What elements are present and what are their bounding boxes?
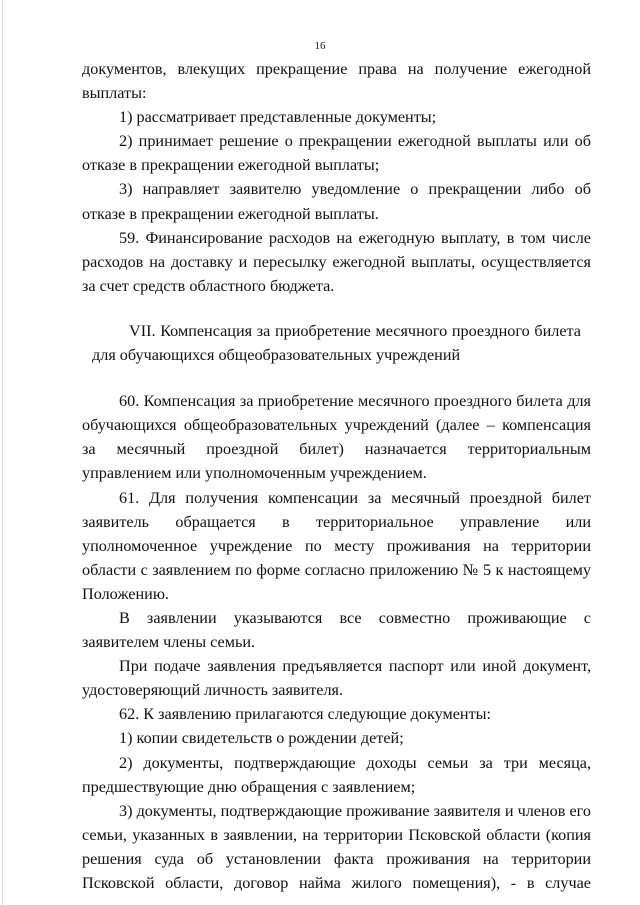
section-heading: VII. Компенсация за приобретение месячного проездного билета для обучающихся общеобразовательных учреждений [92, 321, 581, 365]
paragraph-59: 59. Финансирование расходов на ежегодную выплату, в том числе расходов на доставку и пересылку ежегодной выплаты, осуществляется за счет средств областного бюджета. [82, 228, 591, 295]
paragraph-60: 60. Компенсация за приобретение месячного проездного билета для обучающихся общеобразовательных учреждений (далее – компенсация за месячный проездной билет) назначается территориальным управлением или уполномоченным учреждением. [82, 392, 591, 483]
scan-edge [2, 0, 3, 905]
paragraph-passport: При подаче заявления предъявляется паспорт или иной документ, удостоверяющий личность заявителя. [82, 657, 591, 700]
page-number: 16 [314, 40, 326, 52]
list-item-birth-certificates: 1) копии свидетельств о рождении детей; [119, 729, 404, 748]
paragraph-continuation: документов, влекущих прекращение права на получение ежегодной выплаты: [82, 60, 591, 103]
list-item-income-documents: 2) документы, подтверждающие доходы семьи за три месяца, предшествующие дню обращения с заявлением; [82, 753, 591, 796]
paragraph-61: 61. Для получения компенсации за месячный проездной билет заявитель обращается в территориальное управление или уполномоченное учреждение по месту проживания на территории области с заявлением по форме согласно приложению № 5 к настоящему Положению. [82, 488, 591, 603]
paragraph-62: 62. К заявлению прилагаются следующие документы: [119, 705, 492, 724]
list-item-residence-documents: 3) документы, подтверждающие проживание заявителя и членов его семьи, указанных в заявлении, на территории Псковской области (копия решения суда об установлении факта проживания на территории Псковской области, договор найма жилого помещения), - в случае [82, 801, 591, 892]
list-item-2: 2) принимает решение о прекращении ежегодной выплаты или об отказе в прекращении ежегодной выплаты; [82, 132, 591, 175]
list-item-3: 3) направляет заявителю уведомление о прекращении либо об отказе в прекращении ежегодной выплаты. [82, 180, 591, 223]
paragraph-members: В заявлении указываются все совместно проживающие с заявителем члены семьи. [82, 608, 591, 652]
document-body [82, 57, 591, 895]
list-item-1: 1) рассматривает представленные документы; [119, 108, 437, 127]
